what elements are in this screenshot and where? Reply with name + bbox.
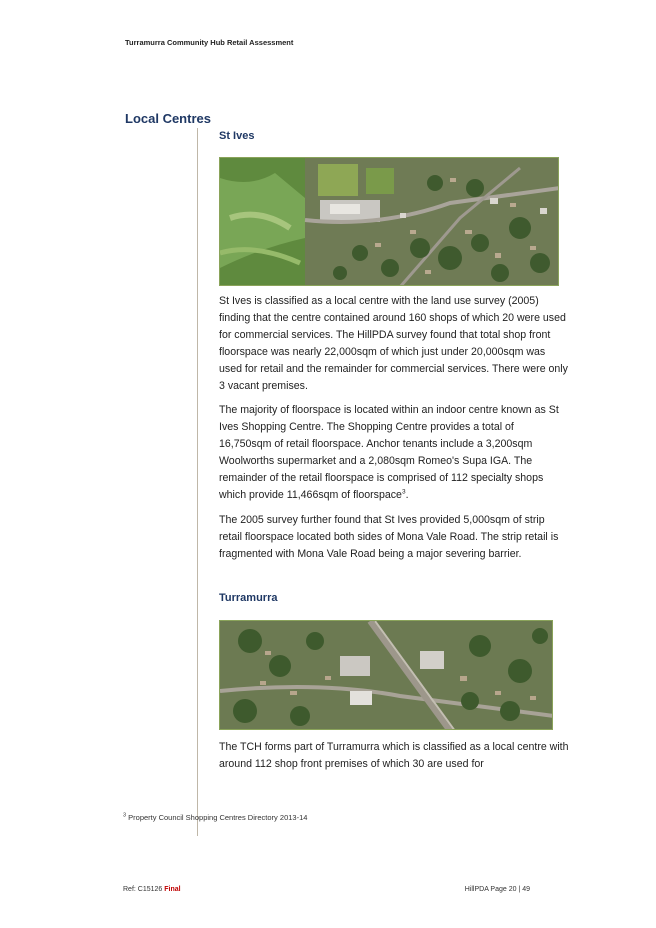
turramurra-aerial-photo (219, 620, 553, 730)
st-ives-paragraph-2: The majority of floorspace is located within an indoor centre known as St Ives Shopping Centre. The Shopping Centre provides a total of 16,750sqm of retail floorspace. Anchor tenants include a 3,200sqm Woolworths supermarket and a 2,080sqm Romeo's Supa IGA. The remainder of the retail floorspace is comprised of 112 specialty shops which provide 11,466sqm of floorspace$^3$. (219, 404, 559, 501)
footer-status: Final (164, 886, 181, 893)
footer-page-number: HillPDA Page 20 | 49 (464, 886, 530, 893)
section-title: Local Centres (125, 111, 211, 126)
turramurra-paragraph: The TCH forms part of Turramurra which is classified as a local centre with around 112 shop front premises of which 30 are used for (219, 741, 569, 770)
st-ives-aerial-photo (219, 157, 559, 286)
st-ives-paragraph-1: St Ives is classified as a local centre with the land use survey (2005) finding that the centre contained around 160 shops of which 20 were used for commercial services. The HillPDA survey found that total shop front floorspace was nearly 22,000sqm of which just under 20,000sqm was used for retail and the remainder for commercial services. There were only 3 vacant premises. (219, 295, 568, 392)
margin-rule (197, 128, 198, 836)
footer-reference (123, 886, 181, 893)
footnote-reference: 3 (401, 488, 406, 496)
footnote (123, 813, 307, 822)
running-header: Turramurra Community Hub Retail Assessment (125, 38, 294, 47)
st-ives-paragraph-2-text: The majority of floorspace is located within an indoor centre known as St Ives Shopping Centre. The Shopping Centre provides a total of 16,750sqm of retail floorspace. Anchor tenants include a 3,200sqm Woolworths supermarket and a 2,080sqm Romeo's Supa IGA. The remainder of the retail floorspace is comprised of 112 specialty shops which provide 11,466sqm of floorspace (219, 404, 559, 501)
turramurra-heading: Turramurra (219, 592, 278, 604)
footnote-text: Property Council Shopping Centres Directory 2013-14 (128, 813, 308, 822)
st-ives-heading: St Ives (219, 130, 255, 142)
footer-ref: Ref: C15126 (123, 886, 163, 893)
st-ives-paragraph-3: The 2005 survey further found that St Ives provided 5,000sqm of strip retail floorspace located both sides of Mona Vale Road. The strip retail is fragmented with Mona Vale Road being a major severing barrier. (219, 514, 559, 560)
aerial-photo-icon (220, 158, 559, 286)
aerial-photo-icon (220, 621, 553, 730)
footnote-number: 3 (123, 812, 127, 819)
